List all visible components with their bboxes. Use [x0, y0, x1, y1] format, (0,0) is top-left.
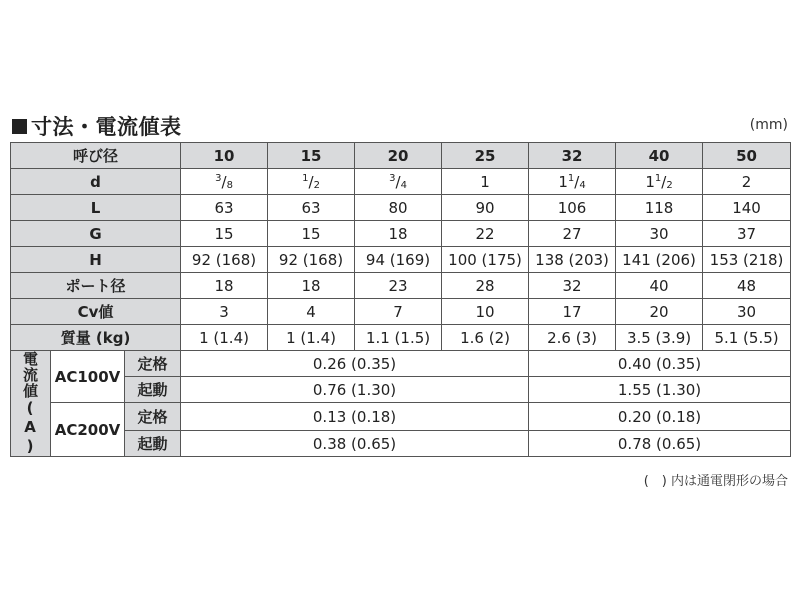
mass-cell: 1 (1.4): [268, 325, 355, 351]
ac200-label: AC200V: [51, 403, 125, 457]
row-label-port: ポート径: [11, 273, 181, 299]
row-H: [11, 247, 791, 273]
H-cell: 138 (203): [529, 247, 616, 273]
cv-cell: 4: [268, 299, 355, 325]
size-header: 20: [355, 143, 442, 169]
row-label-mass: 質量 (kg): [11, 325, 181, 351]
size-header: 10: [181, 143, 268, 169]
mass-cell: 5.1 (5.5): [703, 325, 791, 351]
start-label: 起動: [125, 431, 181, 457]
G-cell: 27: [529, 221, 616, 247]
row-ac100-rated: [11, 351, 791, 377]
ac200-rated-large: 0.20 (0.18): [529, 403, 791, 431]
L-cell: 63: [181, 195, 268, 221]
d-cell: $^3/_4$: [355, 169, 442, 195]
size-header: 50: [703, 143, 791, 169]
row-nominal-size: [11, 143, 791, 169]
row-label-L: L: [11, 195, 181, 221]
mass-cell: 1.6 (2): [442, 325, 529, 351]
row-label-cv: Cv値: [11, 299, 181, 325]
cv-cell: 7: [355, 299, 442, 325]
footnote: ( ) 内は通電閉形の場合: [643, 474, 788, 489]
G-cell: 18: [355, 221, 442, 247]
H-cell: 100 (175): [442, 247, 529, 273]
ac100-rated-large: 0.40 (0.35): [529, 351, 791, 377]
d-cell: $^3/_8$: [181, 169, 268, 195]
d-cell: $1^1/_2$: [616, 169, 703, 195]
cv-cell: 20: [616, 299, 703, 325]
port-cell: 40: [616, 273, 703, 299]
row-ac100-start: [11, 377, 791, 403]
L-cell: 80: [355, 195, 442, 221]
size-header: 25: [442, 143, 529, 169]
ac100-label: AC100V: [51, 351, 125, 403]
L-cell: 140: [703, 195, 791, 221]
H-cell: 92 (168): [181, 247, 268, 273]
d-cell: $1^1/_4$: [529, 169, 616, 195]
current-group-label: [11, 351, 51, 457]
d-cell: $^1/_2$: [268, 169, 355, 195]
square-bullet-icon: [12, 119, 27, 134]
ac100-rated-small: 0.26 (0.35): [181, 351, 529, 377]
H-cell: 153 (218): [703, 247, 791, 273]
L-cell: 106: [529, 195, 616, 221]
start-label: 起動: [125, 377, 181, 403]
port-cell: 18: [181, 273, 268, 299]
G-cell: 22: [442, 221, 529, 247]
L-cell: 90: [442, 195, 529, 221]
G-cell: 15: [181, 221, 268, 247]
port-cell: 18: [268, 273, 355, 299]
title-text: 寸法・電流値表: [31, 115, 182, 139]
H-cell: 141 (206): [616, 247, 703, 273]
row-mass: [11, 325, 791, 351]
row-ac200-start: [11, 431, 791, 457]
L-cell: 63: [268, 195, 355, 221]
row-label-d: d: [11, 169, 181, 195]
row-G: [11, 221, 791, 247]
row-d: [11, 169, 791, 195]
ac100-start-small: 0.76 (1.30): [181, 377, 529, 403]
G-cell: 15: [268, 221, 355, 247]
H-cell: 92 (168): [268, 247, 355, 273]
current-label-text: 電流値(A): [21, 351, 39, 456]
dimension-current-table: [10, 142, 791, 457]
table-title: [12, 111, 182, 141]
mass-cell: 3.5 (3.9): [616, 325, 703, 351]
port-cell: 32: [529, 273, 616, 299]
cv-cell: 17: [529, 299, 616, 325]
G-cell: 37: [703, 221, 791, 247]
ac200-start-large: 0.78 (0.65): [529, 431, 791, 457]
row-label-G: G: [11, 221, 181, 247]
row-label-nominal: 呼び径: [11, 143, 181, 169]
rated-label: 定格: [125, 351, 181, 377]
port-cell: 48: [703, 273, 791, 299]
row-ac200-rated: [11, 403, 791, 431]
ac100-start-large: 1.55 (1.30): [529, 377, 791, 403]
row-port: [11, 273, 791, 299]
size-header: 15: [268, 143, 355, 169]
L-cell: 118: [616, 195, 703, 221]
mass-cell: 1 (1.4): [181, 325, 268, 351]
port-cell: 23: [355, 273, 442, 299]
H-cell: 94 (169): [355, 247, 442, 273]
d-cell: 2: [703, 169, 791, 195]
rated-label: 定格: [125, 403, 181, 431]
d-cell: 1: [442, 169, 529, 195]
cv-cell: 30: [703, 299, 791, 325]
size-header: 32: [529, 143, 616, 169]
mass-cell: 2.6 (3): [529, 325, 616, 351]
ac200-start-small: 0.38 (0.65): [181, 431, 529, 457]
row-label-H: H: [11, 247, 181, 273]
G-cell: 30: [616, 221, 703, 247]
size-header: 40: [616, 143, 703, 169]
cv-cell: 3: [181, 299, 268, 325]
ac200-rated-small: 0.13 (0.18): [181, 403, 529, 431]
unit-label: (mm): [749, 117, 788, 133]
row-cv: [11, 299, 791, 325]
port-cell: 28: [442, 273, 529, 299]
cv-cell: 10: [442, 299, 529, 325]
mass-cell: 1.1 (1.5): [355, 325, 442, 351]
row-L: [11, 195, 791, 221]
